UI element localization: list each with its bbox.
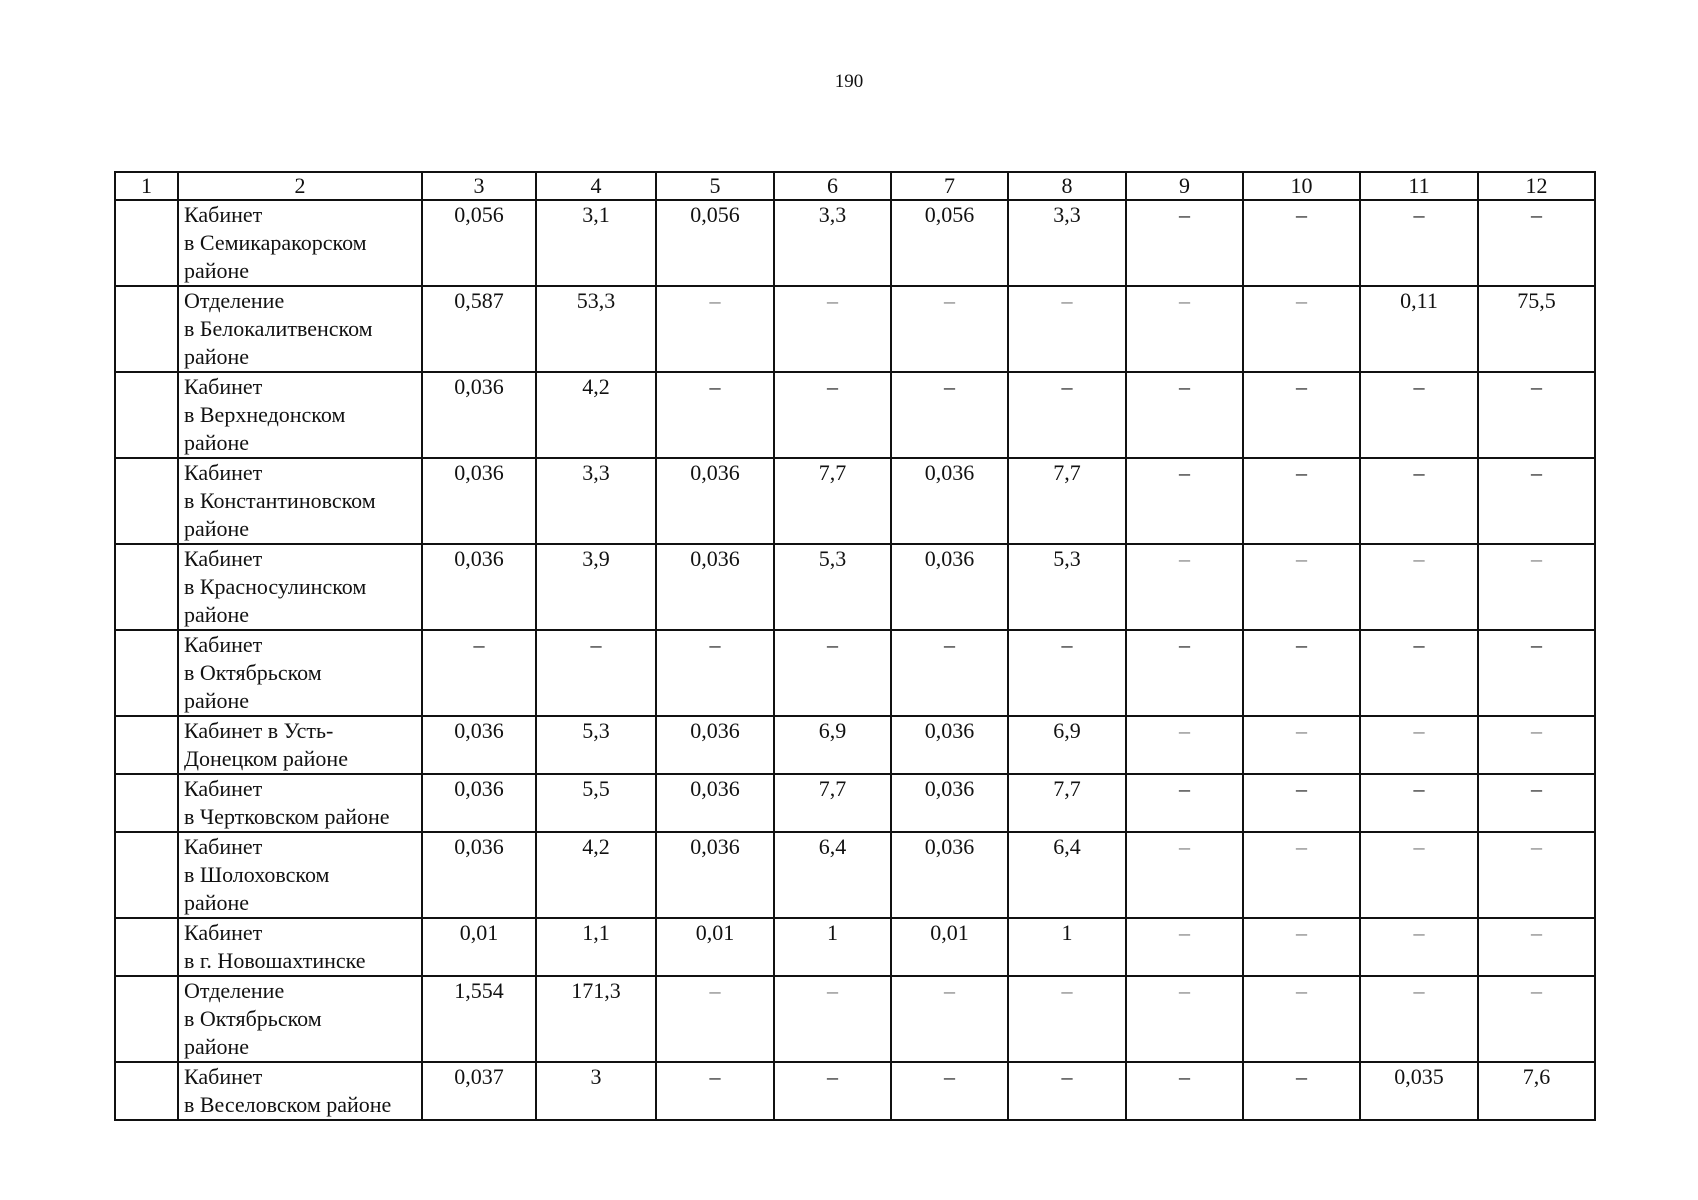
name-cell <box>178 832 422 918</box>
value-cell: – <box>1360 774 1478 832</box>
value-cell: – <box>774 286 891 372</box>
name-line: районе <box>184 516 250 541</box>
value-cell: 3,3 <box>1008 200 1126 286</box>
value-cell: – <box>774 976 891 1062</box>
table-row <box>115 918 1595 976</box>
name-line: Отделение <box>184 978 285 1003</box>
value-cell: 0,036 <box>422 544 536 630</box>
value-cell: – <box>891 630 1008 716</box>
value-cell: – <box>1126 286 1243 372</box>
value-cell: 75,5 <box>1478 286 1595 372</box>
value-cell: 171,3 <box>536 976 656 1062</box>
value-cell: – <box>1360 832 1478 918</box>
header-cell: 4 <box>536 172 656 200</box>
row-number-cell <box>115 458 178 544</box>
name-line: Кабинет <box>184 834 263 859</box>
value-cell: – <box>1243 716 1360 774</box>
name-cell <box>178 774 422 832</box>
value-cell: 0,036 <box>656 832 774 918</box>
header-cell: 6 <box>774 172 891 200</box>
header-cell: 11 <box>1360 172 1478 200</box>
value-cell: 5,5 <box>536 774 656 832</box>
value-cell: – <box>1478 200 1595 286</box>
value-cell: 5,3 <box>536 716 656 774</box>
table-body <box>115 172 1595 1120</box>
name-line: в Октябрьском <box>184 660 322 685</box>
value-cell: – <box>774 372 891 458</box>
name-line: районе <box>184 890 250 915</box>
header-cell: 9 <box>1126 172 1243 200</box>
name-lines <box>184 977 421 1061</box>
value-cell: 3,3 <box>536 458 656 544</box>
value-cell: – <box>1243 286 1360 372</box>
value-cell: – <box>1008 1062 1126 1120</box>
value-cell: 1,1 <box>536 918 656 976</box>
name-line: районе <box>184 344 250 369</box>
value-cell: – <box>1243 200 1360 286</box>
name-line: Кабинет <box>184 374 263 399</box>
table-row <box>115 544 1595 630</box>
name-lines <box>184 545 421 629</box>
value-cell: – <box>1478 458 1595 544</box>
value-cell: 0,036 <box>891 458 1008 544</box>
value-cell: – <box>1008 286 1126 372</box>
value-cell: – <box>1126 200 1243 286</box>
value-cell: – <box>656 630 774 716</box>
value-cell: – <box>1126 918 1243 976</box>
table-row <box>115 1062 1595 1120</box>
value-cell: 6,4 <box>774 832 891 918</box>
value-cell: 3 <box>536 1062 656 1120</box>
value-cell: 6,9 <box>774 716 891 774</box>
value-cell: – <box>774 1062 891 1120</box>
name-cell <box>178 372 422 458</box>
name-lines <box>184 775 421 831</box>
table-row <box>115 458 1595 544</box>
name-line: в Веселовском районе <box>184 1092 392 1117</box>
row-number-cell <box>115 716 178 774</box>
header-cell: 7 <box>891 172 1008 200</box>
value-cell: 0,056 <box>422 200 536 286</box>
value-cell: – <box>1126 832 1243 918</box>
value-cell: – <box>1478 832 1595 918</box>
name-line: в Константиновском <box>184 488 376 513</box>
name-line: в Чертковском районе <box>184 804 390 829</box>
row-number-cell <box>115 544 178 630</box>
value-cell: 7,6 <box>1478 1062 1595 1120</box>
page-number: 190 <box>834 71 864 92</box>
value-cell: 3,3 <box>774 200 891 286</box>
value-cell: 0,056 <box>656 200 774 286</box>
row-number-cell <box>115 918 178 976</box>
table-header-row <box>115 172 1595 200</box>
value-cell: – <box>656 286 774 372</box>
value-cell: – <box>422 630 536 716</box>
value-cell: 0,036 <box>422 458 536 544</box>
value-cell: 0,036 <box>656 774 774 832</box>
value-cell: 7,7 <box>774 458 891 544</box>
value-cell: – <box>1478 716 1595 774</box>
value-cell: – <box>1243 918 1360 976</box>
value-cell: 0,036 <box>891 832 1008 918</box>
value-cell: – <box>1243 630 1360 716</box>
value-cell: – <box>1008 372 1126 458</box>
value-cell: – <box>1360 458 1478 544</box>
value-cell: 0,056 <box>891 200 1008 286</box>
name-cell <box>178 976 422 1062</box>
value-cell: 1 <box>1008 918 1126 976</box>
value-cell: – <box>1243 976 1360 1062</box>
value-cell: 3,1 <box>536 200 656 286</box>
row-number-cell <box>115 976 178 1062</box>
name-line: районе <box>184 258 250 283</box>
value-cell: – <box>1360 630 1478 716</box>
value-cell: – <box>1478 976 1595 1062</box>
value-cell: – <box>1243 832 1360 918</box>
value-cell: – <box>891 372 1008 458</box>
row-number-cell <box>115 630 178 716</box>
value-cell: 0,036 <box>891 716 1008 774</box>
name-line: районе <box>184 430 250 455</box>
name-cell <box>178 630 422 716</box>
name-lines <box>184 201 421 285</box>
name-cell <box>178 286 422 372</box>
name-lines <box>184 373 421 457</box>
value-cell: 0,01 <box>891 918 1008 976</box>
value-cell: – <box>1478 918 1595 976</box>
value-cell: – <box>536 630 656 716</box>
value-cell: – <box>774 630 891 716</box>
value-cell: 0,036 <box>891 544 1008 630</box>
value-cell: – <box>1478 630 1595 716</box>
value-cell: – <box>1126 1062 1243 1120</box>
table-row <box>115 716 1595 774</box>
value-cell: – <box>1360 372 1478 458</box>
value-cell: – <box>656 372 774 458</box>
value-cell: – <box>1008 630 1126 716</box>
header-cell: 10 <box>1243 172 1360 200</box>
value-cell: 5,3 <box>1008 544 1126 630</box>
value-cell: – <box>1126 544 1243 630</box>
header-cell: 5 <box>656 172 774 200</box>
name-cell <box>178 200 422 286</box>
name-lines <box>184 287 421 371</box>
value-cell: – <box>1360 544 1478 630</box>
name-line: в Красносулинском <box>184 574 367 599</box>
name-line: Кабинет <box>184 546 263 571</box>
row-number-cell <box>115 1062 178 1120</box>
data-table <box>114 171 1596 1121</box>
value-cell: – <box>1126 372 1243 458</box>
name-lines <box>184 717 421 773</box>
value-cell: 5,3 <box>774 544 891 630</box>
header-cell: 12 <box>1478 172 1595 200</box>
value-cell: 6,4 <box>1008 832 1126 918</box>
name-line: Донецком районе <box>184 746 348 771</box>
value-cell: – <box>1360 716 1478 774</box>
value-cell: – <box>1243 372 1360 458</box>
name-cell <box>178 544 422 630</box>
value-cell: – <box>1243 544 1360 630</box>
value-cell: – <box>1478 544 1595 630</box>
name-line: в Белокалитвенском <box>184 316 373 341</box>
value-cell: 1,554 <box>422 976 536 1062</box>
name-line: Кабинет <box>184 776 263 801</box>
value-cell: – <box>1008 976 1126 1062</box>
value-cell: – <box>1126 774 1243 832</box>
value-cell: – <box>1243 458 1360 544</box>
name-line: Отделение <box>184 288 285 313</box>
name-line: Кабинет <box>184 460 263 485</box>
table-row <box>115 630 1595 716</box>
name-line: Кабинет <box>184 1064 263 1089</box>
row-number-cell <box>115 832 178 918</box>
value-cell: – <box>1243 774 1360 832</box>
value-cell: 0,036 <box>422 716 536 774</box>
table-row <box>115 832 1595 918</box>
value-cell: 0,035 <box>1360 1062 1478 1120</box>
name-cell <box>178 918 422 976</box>
name-lines <box>184 833 421 917</box>
value-cell: 6,9 <box>1008 716 1126 774</box>
value-cell: 0,587 <box>422 286 536 372</box>
name-line: Кабинет <box>184 202 263 227</box>
name-line: в г. Новошахтинске <box>184 948 366 973</box>
value-cell: – <box>1126 630 1243 716</box>
value-cell: – <box>1126 458 1243 544</box>
value-cell: – <box>1126 976 1243 1062</box>
name-line: районе <box>184 602 250 627</box>
value-cell: 4,2 <box>536 832 656 918</box>
row-number-cell <box>115 286 178 372</box>
name-line: Кабинет <box>184 920 263 945</box>
value-cell: – <box>1478 774 1595 832</box>
value-cell: – <box>891 976 1008 1062</box>
value-cell: 53,3 <box>536 286 656 372</box>
value-cell: 7,7 <box>1008 774 1126 832</box>
name-lines <box>184 459 421 543</box>
value-cell: 3,9 <box>536 544 656 630</box>
value-cell: 1 <box>774 918 891 976</box>
name-line: в Шолоховском <box>184 862 330 887</box>
name-cell <box>178 458 422 544</box>
name-line: Кабинет <box>184 632 263 657</box>
name-line: в Верхнедонском <box>184 402 346 427</box>
value-cell: – <box>1360 918 1478 976</box>
name-line: в Октябрьском <box>184 1006 322 1031</box>
name-line: районе <box>184 688 250 713</box>
name-cell <box>178 716 422 774</box>
value-cell: 0,036 <box>422 832 536 918</box>
row-number-cell <box>115 774 178 832</box>
value-cell: 0,036 <box>422 372 536 458</box>
value-cell: – <box>1243 1062 1360 1120</box>
value-cell: – <box>1126 716 1243 774</box>
table-row <box>115 372 1595 458</box>
name-lines <box>184 1063 421 1119</box>
row-number-cell <box>115 372 178 458</box>
name-lines <box>184 919 421 975</box>
name-lines <box>184 631 421 715</box>
value-cell: 0,037 <box>422 1062 536 1120</box>
value-cell: 0,036 <box>656 716 774 774</box>
value-cell: – <box>891 286 1008 372</box>
table-row <box>115 976 1595 1062</box>
value-cell: 0,11 <box>1360 286 1478 372</box>
value-cell: – <box>1360 976 1478 1062</box>
value-cell: 0,01 <box>422 918 536 976</box>
value-cell: – <box>1478 372 1595 458</box>
value-cell: – <box>656 1062 774 1120</box>
name-line: районе <box>184 1034 250 1059</box>
value-cell: 7,7 <box>774 774 891 832</box>
value-cell: 7,7 <box>1008 458 1126 544</box>
name-line: в Семикаракорском <box>184 230 367 255</box>
value-cell: 0,036 <box>656 544 774 630</box>
header-cell: 2 <box>178 172 422 200</box>
value-cell: – <box>656 976 774 1062</box>
header-cell: 3 <box>422 172 536 200</box>
value-cell: 0,036 <box>891 774 1008 832</box>
table-row <box>115 774 1595 832</box>
value-cell: – <box>1360 200 1478 286</box>
header-cell: 1 <box>115 172 178 200</box>
value-cell: 0,01 <box>656 918 774 976</box>
value-cell: 0,036 <box>656 458 774 544</box>
table-row <box>115 200 1595 286</box>
header-cell: 8 <box>1008 172 1126 200</box>
value-cell: 0,036 <box>422 774 536 832</box>
value-cell: 4,2 <box>536 372 656 458</box>
name-cell <box>178 1062 422 1120</box>
table-row <box>115 286 1595 372</box>
name-line: Кабинет в Усть- <box>184 718 334 743</box>
row-number-cell <box>115 200 178 286</box>
value-cell: – <box>891 1062 1008 1120</box>
